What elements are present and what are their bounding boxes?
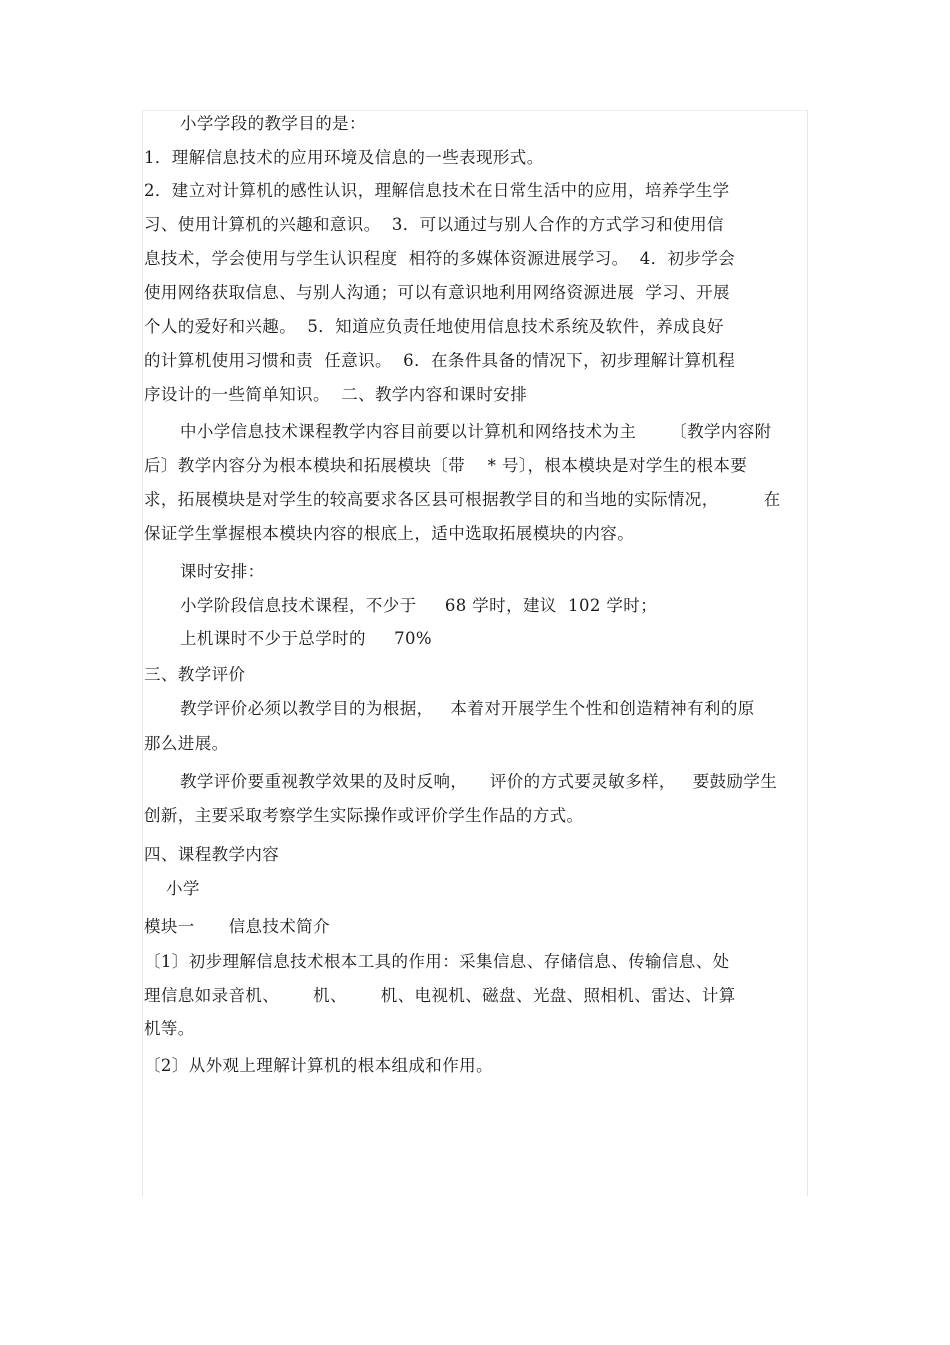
text-line: 理信息如录音机、 机、 机、电视机、磁盘、光盘、照相机、雷达、计算: [144, 986, 736, 1005]
text-line: 课时安排：: [180, 562, 265, 581]
section-heading: 三、教学评价: [144, 665, 246, 684]
text-line: 〔1〕初步理解信息技术根本工具的作用：采集信息、存储信息、传输信息、处: [144, 952, 730, 971]
text-line: 那么进展。: [144, 734, 229, 753]
text-line: 创新，主要采取考察学生实际操作或评价学生作品的方式。: [144, 806, 584, 825]
text-line: 使用网络获取信息、与别人沟通；可以有意识地利用网络资源进展 学习、开展: [144, 283, 730, 302]
module-heading: 模块一 信息技术简介: [144, 917, 330, 936]
text-line: 中小学信息技术课程教学内容目前要以计算机和网络技术为主 〔教学内容附: [180, 422, 772, 441]
text-line: 后〕教学内容分为根本模块和拓展模块〔带 * 号〕，根本模块是对学生的根本要: [144, 456, 748, 475]
text-line: 教学评价要重视教学效果的及时反响， 评价的方式要灵敏多样， 要鼓励学生: [180, 772, 778, 791]
section-heading: 四、课程教学内容: [144, 845, 280, 864]
text-line: 序设计的一些简单知识。 二、教学内容和课时安排: [144, 385, 528, 404]
text-line: 个人的爱好和兴趣。 5．知道应负责任地使用信息技术系统及软件，养成良好: [144, 317, 724, 336]
subheading: 小学: [166, 879, 200, 898]
text-line: 保证学生掌握根本模块内容的根底上，适中选取拓展模块的内容。: [144, 524, 635, 543]
text-line: 教学评价必须以教学目的为根据， 本着对开展学生个性和创造精神有利的原: [180, 699, 755, 718]
text-line: 求，拓展模块是对学生的较高要求各区县可根据教学目的和当地的实际情况， 在: [144, 490, 781, 509]
text-line: 上机课时不少于总学时的 70%: [180, 629, 432, 648]
text-line: 机等。: [144, 1019, 195, 1038]
text-line: 2．建立对计算机的感性认识，理解信息技术在日常生活中的应用，培养学生学: [144, 181, 730, 200]
page-frame: [142, 110, 808, 1196]
text-line: 息技术，学会使用与学生认识程度 相符的多媒体资源进展学习。 4．初步学会: [144, 249, 736, 268]
text-line: 〔2〕从外观上理解计算机的根本组成和作用。: [144, 1056, 493, 1075]
text-line: 习、使用计算机的兴趣和意识。 3．可以通过与别人合作的方式学习和使用信: [144, 215, 724, 234]
text-line: 1．理解信息技术的应用环境及信息的一些表现形式。: [144, 148, 544, 167]
text-line: 小学学段的教学目的是：: [180, 114, 366, 133]
text-line: 小学阶段信息技术课程，不少于 68 学时，建议 102 学时；: [180, 596, 658, 615]
text-line: 的计算机使用习惯和责 任意识。 6．在条件具备的情况下，初步理解计算机程: [144, 351, 736, 370]
